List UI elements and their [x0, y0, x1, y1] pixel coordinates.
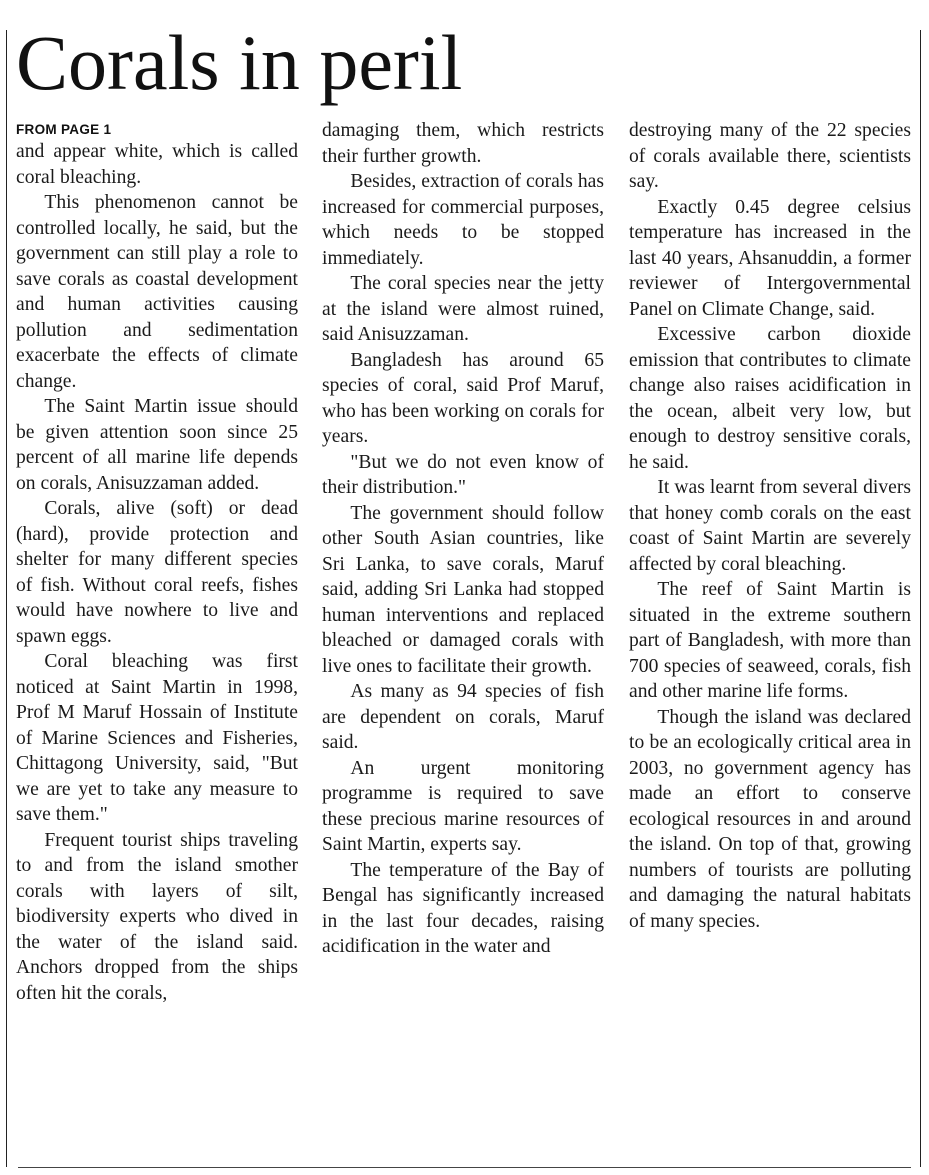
column-3	[629, 118, 911, 934]
paragraph: Excessive carbon dioxide emission that contributes to climate change also raises acidification in the ocean, albeit very low, but enough to destroy sensitive corals, he said.	[629, 324, 911, 473]
bottom-rule	[18, 1167, 911, 1168]
paragraph: Exactly 0.45 degree celsius temperature has increased in the last 40 years, Ahsanuddin, a former reviewer of Intergovernmental Panel on Climate Change, said.	[629, 196, 911, 320]
paragraph: "But we do not even know of their distribution."	[322, 451, 604, 498]
paragraph: As many as 94 species of fish are dependent on corals, Maruf said.	[322, 681, 604, 753]
paragraph: An urgent monitoring programme is required to save these precious marine resources of Saint Martin, experts say.	[322, 757, 604, 855]
paragraph: Besides, extraction of corals has increased for commercial purposes, which needs to be stopped immediately.	[322, 171, 604, 269]
right-column-rule	[920, 30, 921, 1167]
left-column-rule	[6, 30, 7, 1167]
paragraph: damaging them, which restricts their further growth.	[322, 120, 604, 167]
paragraph: It was learnt from several divers that honey comb corals on the east coast of Saint Martin are severely affected by coral bleaching.	[629, 477, 911, 575]
paragraph: The temperature of the Bay of Bengal has significantly increased in the last four decades, raising acidification in the water and	[322, 859, 604, 957]
paragraph: The government should follow other South Asian countries, like Sri Lanka, to save corals, Maruf said, adding Sri Lanka had stopped human interventions and replaced bleached or damaged corals with live ones to facilitate their growth.	[322, 502, 604, 677]
paragraph: Though the island was declared to be an ecologically critical area in 2003, no government agency has made an effort to conserve ecological resources in and around the island. On top of that, growing numbers of tourists are polluting and damaging the natural habitats of many species.	[629, 706, 911, 932]
paragraph: Coral bleaching was first noticed at Saint Martin in 1998, Prof M Maruf Hossain of Institute of Marine Sciences and Fisheries, Chittagong University, said, "But we are yet to take any measure to save them."	[16, 651, 298, 825]
headline: Corals in peril	[16, 19, 463, 106]
paragraph: destroying many of the 22 species of corals available there, scientists say.	[629, 120, 911, 192]
paragraph: Bangladesh has around 65 species of coral, said Prof Maruf, who has been working on corals for years.	[322, 349, 604, 447]
paragraph: Corals, alive (soft) or dead (hard), provide protection and shelter for many different species of fish. Without coral reefs, fishes would have nowhere to live and spawn eggs.	[16, 498, 298, 647]
paragraph: Frequent tourist ships traveling to and from the island smother corals with layers of silt, biodiversity experts who dived in the water of the island said. Anchors dropped from the ships often hit the corals,	[16, 829, 298, 1004]
column-1	[16, 121, 298, 1006]
column-2	[322, 118, 604, 960]
paragraph: The reef of Saint Martin is situated in the extreme southern part of Bangladesh, with more than 700 species of seaweed, corals, fish and other marine life forms.	[629, 579, 911, 702]
paragraph: The coral species near the jetty at the island were almost ruined, said Anisuzzaman.	[322, 273, 604, 345]
continuation-kicker: FROM PAGE 1	[16, 122, 112, 137]
paragraph: This phenomenon cannot be controlled locally, he said, but the government can still play a role to save corals as coastal development and human activities causing pollution and sedimentation exacerbate the effects of climate change.	[16, 192, 298, 392]
paragraph: The Saint Martin issue should be given attention soon since 25 percent of all marine life depends on corals, Anisuzzaman added.	[16, 396, 298, 494]
paragraph: and appear white, which is called coral bleaching.	[16, 141, 298, 188]
